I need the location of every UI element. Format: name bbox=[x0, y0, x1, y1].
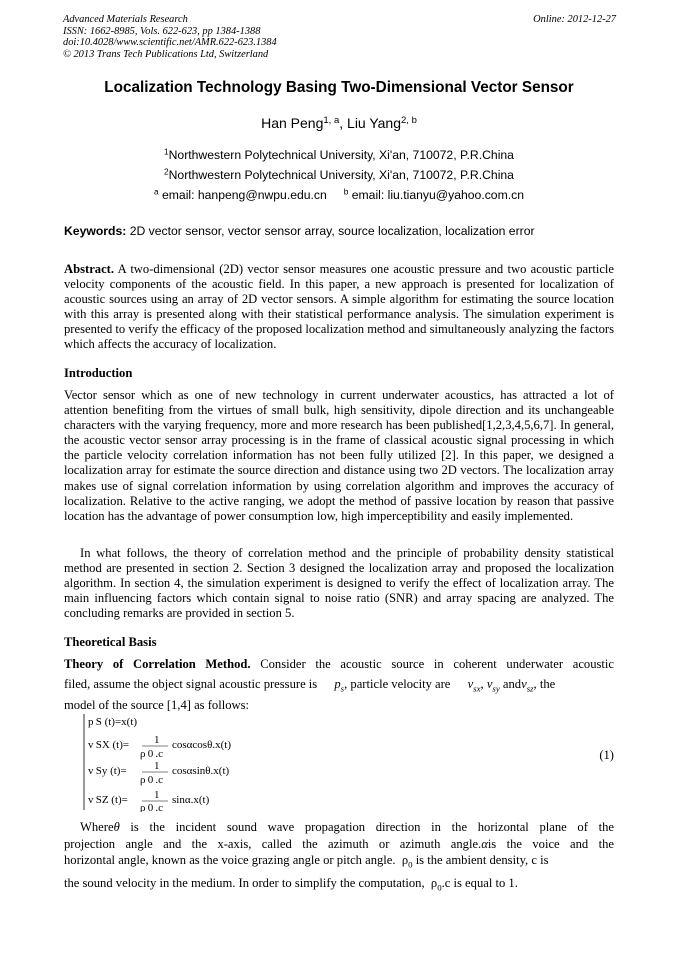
theory-line-2a: filed, assume the object signal acoustic pressure is bbox=[64, 677, 318, 691]
online-date: Online: 2012-12-27 bbox=[533, 14, 616, 25]
symbol-sub-sy: sy bbox=[492, 683, 500, 694]
theory-line-2b: , particle velocity are bbox=[344, 677, 451, 691]
keywords bbox=[64, 224, 624, 238]
theory-subheading: Theory of Correlation Method. bbox=[64, 657, 251, 671]
symbol-alpha: α bbox=[481, 837, 488, 851]
eq-row-3-rhs: cosαsinθ.x(t) bbox=[172, 765, 230, 777]
eq-row-2-lhs: v SX (t)= bbox=[88, 739, 130, 751]
eq-row-4-rhs: sinα.x(t) bbox=[172, 794, 210, 806]
theory-line-2c: and bbox=[502, 677, 522, 691]
intro-paragraph-1: Vector sensor which as one of new technology in current underwater acoustics, has attracted a lot of attention benefiting from the virtues of small bulk, high sensitivity, dipole direction and its unchangeable characters with the varying frequency, more and more research has been published[1,2,3,4,5,6,7]. In general, the acoustic vector sensor array processing is in the frame of classical acoustic signal processing in which the particle velocity correlation information has not been fully utilized [2]. In this paper, we designed a localization array for estimate the source direction and distance using two 2D vectors. The localization array makes use of signal correlation information by using correlation algorithm and improves the accuracy of localization. Relative to the active ranging, we adopt the method of passive location by reason that passive location has the advantage of power consumption low, high imperceptibility and easily implemented. bbox=[64, 388, 614, 523]
abstract-text: A two-dimensional (2D) vector sensor measures one acoustic pressure and two acoustic particle velocity components of the acoustic field. In this paper, a new approach is presented for localization of acoustic sources using an array of 2D vector sensors. A simple algorithm for estimating the source location with this array is presented along with their statistical performance analysis. The simulation experiment is presented to verify the efficacy of the proposed localization method and simultaneously analyzing the factors which affects the accuracy of localization. bbox=[64, 262, 614, 352]
email-line bbox=[40, 188, 638, 202]
symbol-dot-c: .c bbox=[441, 876, 451, 890]
eq-row-2-rhs: cosαcosθ.x(t) bbox=[172, 739, 231, 751]
eq-row-3-den: ρ 0 .c bbox=[140, 774, 164, 786]
where-line-4a: the sound velocity in the medium. In order to simplify the computation, bbox=[64, 876, 425, 890]
symbol-rho-1: ρ bbox=[401, 853, 409, 867]
affiliation-2 bbox=[40, 168, 638, 182]
where-line-3b: is the ambient density, c is bbox=[415, 853, 549, 867]
symbol-v2: v bbox=[486, 677, 493, 691]
affiliation-1-text: Northwestern Polytechnical University, Xi'an, 710072, P.R.China bbox=[168, 148, 514, 162]
equation-1-graphic bbox=[82, 712, 382, 812]
affiliation-2-sup: 2 bbox=[164, 166, 169, 177]
paper-title: Localization Technology Basing Two-Dimensional Vector Sensor bbox=[104, 79, 574, 96]
intro-paragraph-2: In what follows, the theory of correlation method and the principle of probability density statistical method are presented in section 2. Section 3 designed the localization array and proposed the localization algorithm. In section 4, the simulation experiment is designed to verify the effect of localization array. The main influencing factors which contain signal to noise ratio (SNR) and array spacing are analyzed. The concluding remarks are provided in section 5. bbox=[64, 546, 614, 621]
where-line-2b: is the voice and the bbox=[487, 837, 614, 851]
theory-line-2d: , the bbox=[533, 677, 556, 691]
theory-line-1-text: Consider the acoustic source in coherent underwater acoustic bbox=[250, 657, 614, 671]
theory-line-2 bbox=[64, 677, 614, 694]
abstract-label: Abstract. bbox=[64, 262, 115, 276]
where-line-3a: horizontal angle, known as the voice grazing angle or pitch angle. bbox=[64, 853, 396, 867]
symbol-rho-2: ρ bbox=[430, 876, 438, 890]
eq-row-3-num: 1 bbox=[154, 760, 160, 772]
author-line bbox=[40, 115, 638, 131]
symbol-vsx bbox=[467, 677, 481, 694]
journal-name: Advanced Materials Research bbox=[63, 14, 188, 25]
where-line-3 bbox=[64, 853, 614, 870]
symbol-rho-1-sub: 0 bbox=[408, 859, 413, 870]
affiliation-1-sup: 1 bbox=[164, 146, 169, 157]
author-2: Liu Yang bbox=[347, 115, 402, 131]
eq-row-2-den: ρ 0 .c bbox=[140, 748, 164, 760]
comma-1: , bbox=[480, 677, 484, 691]
where-line-2 bbox=[64, 837, 614, 852]
symbol-p-sub: s bbox=[340, 683, 345, 694]
symbol-sub-sx: sx bbox=[473, 683, 481, 694]
where-line-1a: Where bbox=[80, 820, 114, 834]
eq-row-2-num: 1 bbox=[154, 734, 160, 746]
journal-header bbox=[63, 14, 616, 60]
eq-row-4-num: 1 bbox=[154, 789, 160, 801]
symbol-rho-2-sub: 0 bbox=[437, 882, 442, 893]
author-separator: , bbox=[339, 115, 348, 131]
email-a: email: hanpeng@nwpu.edu.cn bbox=[158, 188, 327, 202]
eq-row-3-lhs: v Sy (t)= bbox=[88, 765, 127, 777]
symbol-vsz bbox=[521, 677, 534, 694]
where-line-4b: is equal to 1. bbox=[450, 876, 518, 890]
where-line-1 bbox=[64, 820, 614, 835]
symbol-theta: θ bbox=[113, 820, 120, 834]
symbol-p: p bbox=[334, 677, 341, 691]
copyright-line: © 2013 Trans Tech Publications Ltd, Switzerland bbox=[63, 48, 269, 60]
equation-1 bbox=[82, 712, 622, 812]
section-heading-theoretical-basis: Theoretical Basis bbox=[64, 635, 157, 649]
author-1-sup: 1, a bbox=[323, 114, 340, 126]
where-line-2a: projection angle and the x-axis, called the azimuth or azimuth angle. bbox=[64, 837, 482, 851]
eq-row-1: p S (t)=x(t) bbox=[88, 716, 138, 728]
affiliation-2-text: Northwestern Polytechnical University, Xi'an, 710072, P.R.China bbox=[168, 168, 514, 182]
where-line-1b: is the incident sound wave propagation direction in the horizontal plane of the bbox=[119, 820, 614, 834]
author-1: Han Peng bbox=[261, 115, 324, 131]
symbol-v1: v bbox=[467, 677, 474, 691]
abstract-paragraph bbox=[64, 262, 614, 353]
symbol-vsy bbox=[486, 677, 500, 694]
section-heading-introduction: Introduction bbox=[64, 366, 133, 380]
issn-line: ISSN: 1662-8985, Vols. 622-623, pp 1384-1388 bbox=[63, 25, 261, 37]
affiliation-1 bbox=[40, 148, 638, 162]
theory-line-3: model of the source [1,4] as follows: bbox=[64, 698, 250, 712]
email-b: email: liu.tianyu@yahoo.com.cn bbox=[348, 188, 524, 202]
symbol-sub-sz: sz bbox=[526, 683, 534, 694]
symbol-v3: v bbox=[521, 677, 527, 691]
email-a-sup: a bbox=[153, 186, 159, 197]
doi-line: doi:10.4028/www.scientific.net/AMR.622-623.1384 bbox=[63, 37, 277, 49]
equation-number: (1) bbox=[599, 748, 614, 762]
symbol-ps bbox=[334, 677, 345, 694]
keywords-label: Keywords: bbox=[64, 224, 127, 238]
eq-row-4-den: ρ 0 .c bbox=[140, 802, 164, 812]
where-line-4 bbox=[64, 876, 614, 893]
email-b-sup: b bbox=[343, 186, 349, 197]
keywords-text: 2D vector sensor, vector sensor array, source localization, localization error bbox=[126, 224, 535, 238]
eq-row-4-lhs: v SZ (t)= bbox=[88, 794, 128, 806]
author-2-sup: 2, b bbox=[401, 114, 417, 126]
theory-line-1 bbox=[64, 657, 614, 672]
